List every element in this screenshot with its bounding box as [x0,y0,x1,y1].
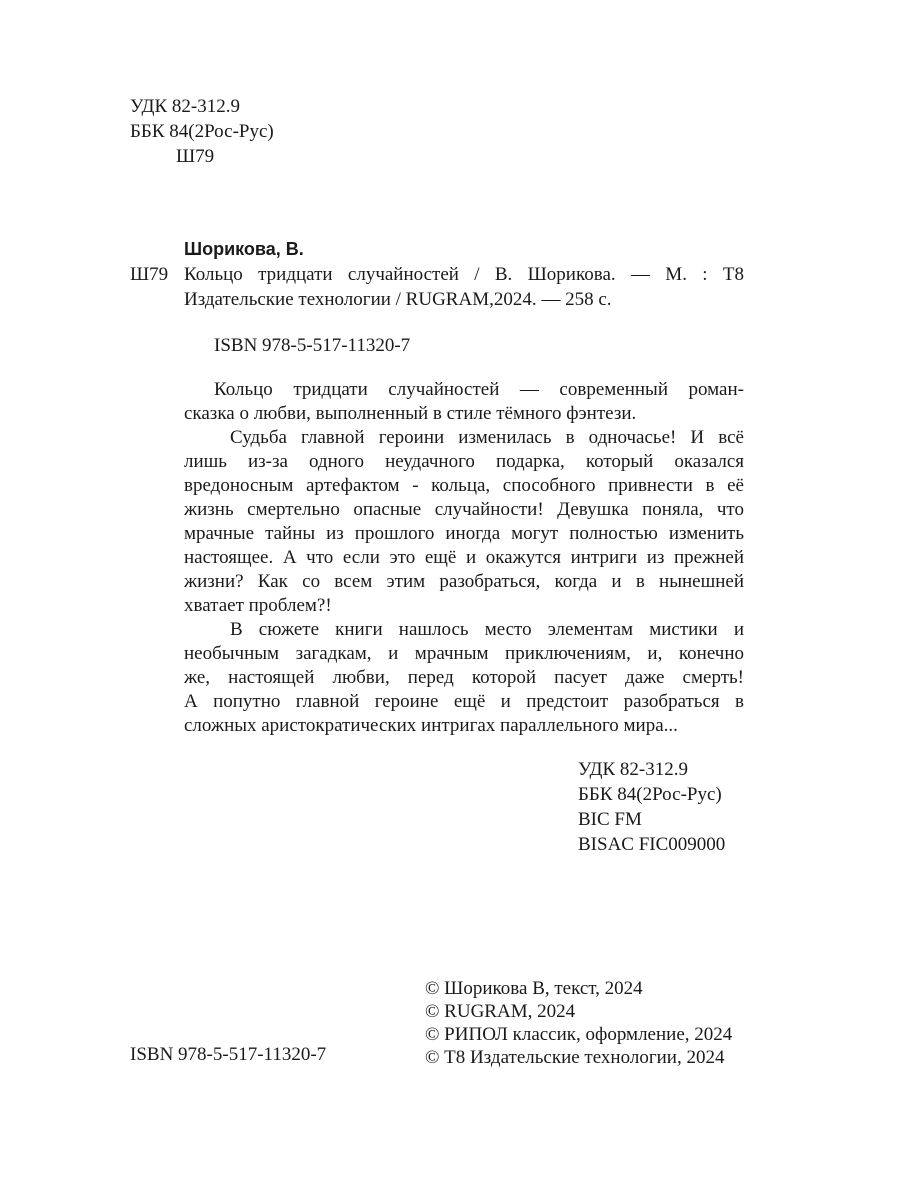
top-classification-codes [130,95,274,170]
annotation-line: жизнь смертельно опасные случайности! Девушка поняла, что [184,499,744,520]
copyright-notices [425,977,732,1069]
annotation-line: вредоносным артефактом - кольца, способного привнести в её [184,475,744,496]
annotation-line: В сюжете книги нашлось место элементам мистики и [230,619,744,640]
annotation-line: сложных аристократических интригах параллельного мира... [184,715,678,736]
annotation-line: сказка о любви, выполненный в стиле тёмного фэнтези. [184,403,637,424]
card-bibliographic-entry [184,263,744,313]
copyright-author: © Шорикова В, текст, 2024 [425,978,643,999]
annotation-line: мрачные тайны из прошлого иногда могут полностью изменить [184,523,744,544]
annotation-line: Кольцо тридцати случайностей — современный роман- [214,379,744,400]
annotation-line: Судьба главной героини изменилась в одночасье! И всё [230,427,744,448]
annotation-line: хватает проблем?! [184,595,332,616]
card-author-mark: Ш79 [130,264,169,285]
card-line-2: Издательские технологии / RUGRAM,2024. — 258 с. [184,289,612,310]
annotation [184,378,744,738]
author-mark: Ш79 [176,146,215,167]
card-author: Шорикова, В. [184,239,304,259]
annotation-line: лишь из-за одного неудачного подарка, который оказался [184,451,744,472]
annotation-line: настоящее. А что если это ещё и окажутся интриги из прежней [184,547,744,568]
bbk-code: ББК 84(2Рос-Рус) [130,121,274,142]
annotation-line: А попутно главной героине ещё и предстоит разобраться в [184,691,744,712]
card-isbn: ISBN 978-5-517-11320-7 [214,335,411,356]
udk-code: УДК 82-312.9 [578,759,688,780]
bottom-classification-codes [578,758,725,858]
copyright-ripol: © РИПОЛ классик, оформление, 2024 [425,1024,733,1045]
bic-code: BIC FM [578,809,642,830]
card-line-1: Кольцо тридцати случайностей / В. Шорикова. — М. : Т8 [184,264,744,285]
annotation-line: же, настоящей любви, перед которой пасует даже смерть! [184,667,744,688]
bbk-code: ББК 84(2Рос-Рус) [578,784,722,805]
annotation-line: жизни? Как со всем этим разобраться, когда и в нынешней [184,571,744,592]
annotation-line: необычным загадкам, и мрачным приключениям, и, конечно [184,643,744,664]
copyright-t8: © Т8 Издательские технологии, 2024 [425,1047,725,1068]
bisac-code: BISAC FIC009000 [578,834,726,855]
copyright-rugram: © RUGRAM, 2024 [425,1001,576,1022]
udk-code: УДК 82-312.9 [130,96,240,117]
bottom-isbn: ISBN 978-5-517-11320-7 [130,1044,327,1065]
